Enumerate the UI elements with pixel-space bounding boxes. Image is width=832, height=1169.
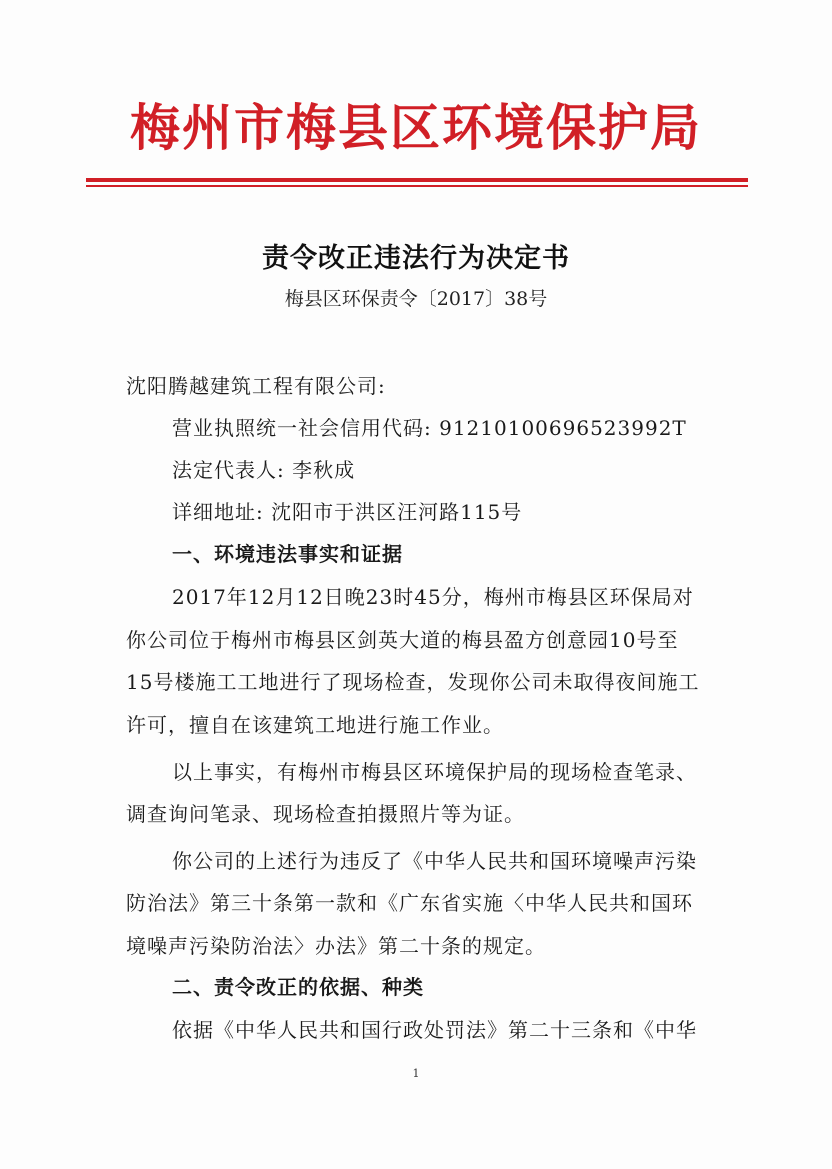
section1-para1-line: 许可，擅自在该建筑工地进行施工作业。 [126,713,504,737]
section1-para2-line: 调查询问笔录、现场检查拍摄照片等为证。 [126,802,525,826]
section1-heading: 一、环境违法事实和证据 [172,542,403,566]
section1-para3-line: 境噪声污染防治法〉办法》第二十条的规定。 [126,934,546,958]
section1-para3-line: 你公司的上述行为违反了《中华人民共和国环境噪声污染 [172,849,697,873]
section2-heading: 二、责令改正的依据、种类 [172,975,424,999]
letterhead-rule-thick [86,178,748,182]
section1-para1-line: 2017年12月12日晚23时45分，梅州市梅县区环保局对 [172,585,694,609]
letterhead-rule-thin [86,185,748,187]
recipient-name: 沈阳腾越建筑工程有限公司: [126,374,386,398]
document-number: 梅县区环保责令〔2017〕38号 [284,288,548,310]
section1-para1-line: 15号楼施工工地进行了现场检查，发现你公司未取得夜间施工 [126,670,700,694]
agency-letterhead: 梅州市梅县区环境保护局 [130,98,702,157]
recipient-legal-rep: 法定代表人: 李秋成 [172,458,356,482]
page-number: 1 [412,1067,420,1080]
section1-para2-line: 以上事实，有梅州市梅县区环境保护局的现场检查笔录、 [172,760,697,784]
section2-para1-line: 依据《中华人民共和国行政处罚法》第二十三条和《中华 [172,1018,697,1042]
section1-para1-line: 你公司位于梅州市梅县区剑英大道的梅县盈方创意园10号至 [126,628,679,652]
recipient-credit-code: 营业执照统一社会信用代码: 91210100696523992T [172,416,687,440]
document-title: 责令改正违法行为决定书 [262,243,570,274]
recipient-address: 详细地址: 沈阳市于洪区汪河路115号 [172,500,523,524]
section1-para3-line: 防治法》第三十条第一款和《广东省实施〈中华人民共和国环 [126,891,693,915]
